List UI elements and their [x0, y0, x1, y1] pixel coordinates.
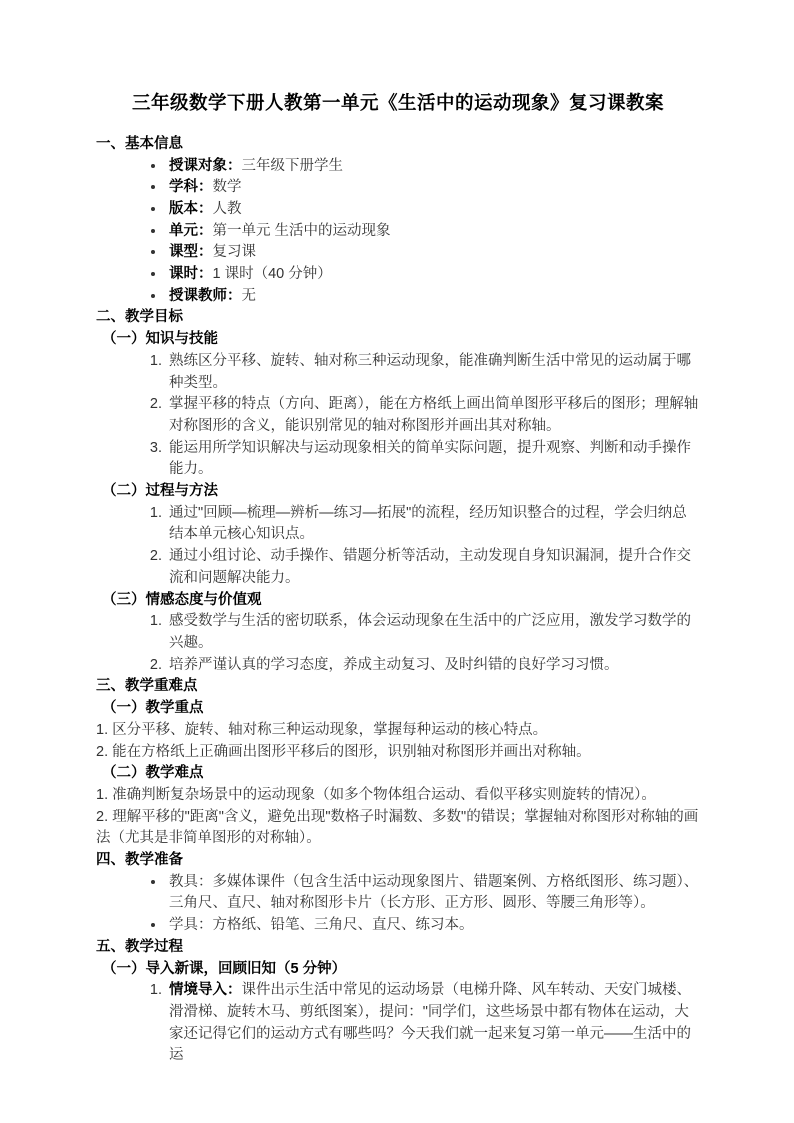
- paragraph: 1. 准确判断复杂场景中的运动现象（如多个物体组合运动、看似平移实则旋转的情况）。: [96, 786, 656, 803]
- section-heading-teaching-process: 五、教学过程: [96, 938, 183, 955]
- numbered-item: 1. 感受数学与生活的密切联系，体会运动现象在生活中的广泛应用，激发学习数学的兴趣。: [166, 611, 700, 654]
- subsection-heading-key-points: （一）教学重点: [102, 700, 204, 717]
- field-label: 学科：: [169, 179, 213, 196]
- numbered-item: 1. 熟练区分平移、旋转、轴对称三种运动现象，能准确判断生活中常见的运动属于哪种类型。: [166, 351, 700, 394]
- field-value: 人教: [212, 200, 242, 217]
- subsection-heading-values: （三）情感态度与价值观: [102, 591, 262, 608]
- process-method-list: [96, 503, 700, 590]
- paragraph: 2. 理解平移的"距离"含义，避免出现"数格子时漏数、多数"的错误；掌握轴对称图形对称轴的画法（尤其是非简单图形的对称轴）。: [96, 808, 699, 847]
- subsection-heading-lesson-intro: （一）导入新课，回顾旧知（5 分钟）: [102, 960, 347, 977]
- list-item-teacher: [166, 286, 700, 308]
- numbered-item: 2. 培养严谨认真的学习态度，养成主动复习、及时纠错的良好学习习惯。: [166, 655, 700, 677]
- field-label: 授课教师：: [169, 287, 242, 304]
- numbered-item: 3. 能运用所学知识解决与运动现象相关的简单实际问题，提升观察、判断和动手操作能力。: [166, 438, 700, 481]
- list-item-edition: [166, 199, 700, 221]
- field-value: 1 课时（40 分钟）: [212, 266, 332, 283]
- field-value: 数学: [212, 179, 242, 196]
- field-value: 复习课: [212, 244, 256, 261]
- list-item-student-aids: [166, 915, 700, 937]
- field-value: 课件出示生活中常见的运动场景（电梯升降、风车转动、天安门城楼、滑滑梯、旋转木马、剪纸图案），提问："同学们，这些场景中都有物体在运动，大家还记得它们的运动方式有哪些吗？今天我们就一起来复习第一单元——生活中的运: [169, 982, 691, 1064]
- list-item-unit: [166, 221, 700, 243]
- basic-info-list: [96, 156, 700, 308]
- subsection-heading-knowledge-skills: （一）知识与技能: [102, 331, 218, 348]
- field-label: 版本：: [169, 200, 213, 217]
- field-value: 第一单元 生活中的运动现象: [212, 222, 391, 239]
- field-value: 三年级下册学生: [241, 157, 343, 174]
- field-label: 课型：: [169, 244, 213, 261]
- field-value: 方格纸、铅笔、三角尺、直尺、练习本。: [212, 917, 474, 934]
- list-item-lesson-type: [166, 242, 700, 264]
- values-list: [96, 611, 700, 676]
- field-label: 单元：: [169, 222, 213, 239]
- field-label: 课时：: [169, 266, 213, 283]
- numbered-item: 1. 通过"回顾—梳理—辨析—练习—拓展"的流程，经历知识整合的过程，学会归纳总结本单元核心知识点。: [166, 503, 700, 546]
- preparation-list: [96, 872, 700, 937]
- field-value: 多媒体课件（包含生活中运动现象图片、错题案例、方格纸图形、练习题）、三角尺、直尺、轴对称图形卡片（长方形、正方形、圆形、等腰三角形等）。: [169, 873, 699, 912]
- list-item-teaching-aids: [166, 872, 700, 915]
- section-heading-preparation: 四、教学准备: [96, 852, 183, 869]
- numbered-item: 2. 通过小组讨论、动手操作、错题分析等活动，主动发现自身知识漏洞，提升合作交流和问题解决能力。: [166, 546, 700, 589]
- subsection-heading-process-method: （二）过程与方法: [102, 483, 218, 500]
- paragraph: 1. 区分平移、旋转、轴对称三种运动现象，掌握每种运动的核心特点。: [96, 721, 548, 738]
- numbered-item: 2. 掌握平移的特点（方向、距离），能在方格纸上画出简单图形平移后的图形；理解轴对称图形的含义，能识别常见的轴对称图形并画出其对称轴。: [166, 394, 700, 437]
- list-item-subject: [166, 177, 700, 199]
- numbered-item-scenario-intro: [166, 980, 700, 1067]
- paragraph: 2. 能在方格纸上正确画出图形平移后的图形，识别轴对称图形并画出对称轴。: [96, 743, 591, 760]
- section-heading-teaching-goals: 二、教学目标: [96, 309, 183, 326]
- page-title: 三年级数学下册人教第一单元《生活中的运动现象》复习课教案: [131, 92, 664, 113]
- list-item-periods: [166, 264, 700, 286]
- section-heading-key-difficult-points: 三、教学重难点: [96, 678, 198, 695]
- field-label: 教具：: [169, 873, 213, 890]
- field-value: 无: [241, 287, 256, 304]
- list-item-audience: [166, 156, 700, 178]
- lesson-intro-list: [96, 980, 700, 1067]
- field-label: 情境导入：: [169, 982, 242, 999]
- knowledge-skills-list: [96, 351, 700, 481]
- subsection-heading-difficult-points: （二）教学难点: [102, 765, 204, 782]
- field-label: 学具：: [169, 917, 213, 934]
- section-heading-basic-info: 一、基本信息: [96, 135, 183, 152]
- field-label: 授课对象：: [169, 157, 242, 174]
